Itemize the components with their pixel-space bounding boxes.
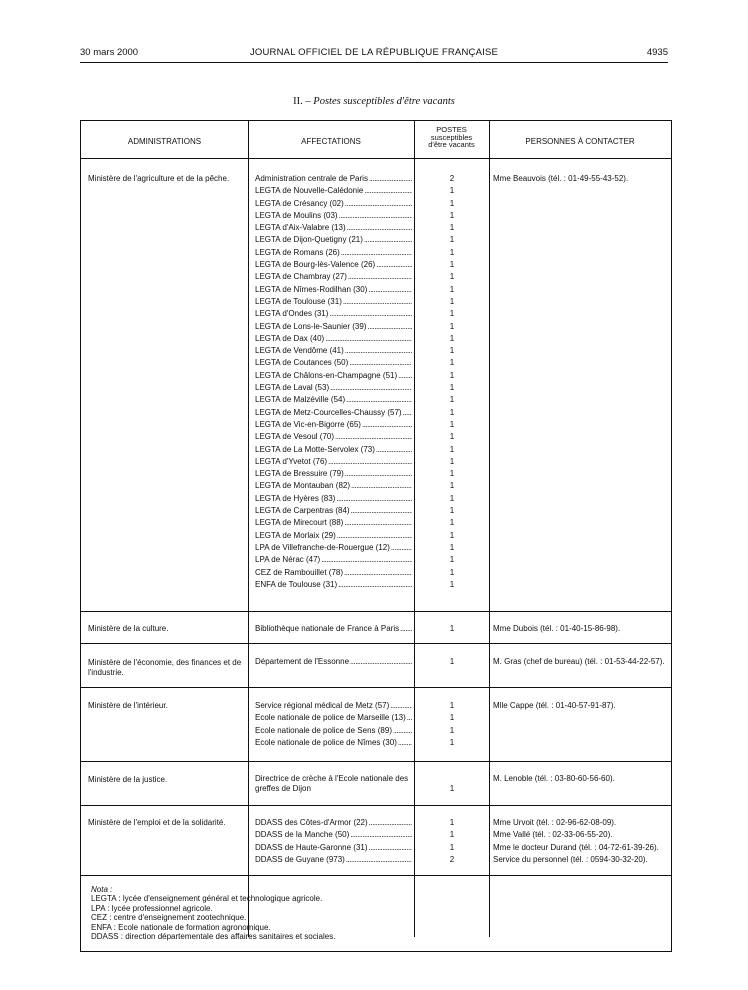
nota-line: DDASS : direction départementale des affaires sanitaires et sociales.: [91, 932, 336, 942]
contact-person: Mme Dubois (tél. : 01-40-15-86-98).: [493, 624, 621, 633]
affectation-label: LEGTA de Nouvelle-Calédonie: [255, 186, 364, 196]
postes-value: 1: [449, 333, 455, 343]
affectation-item: [255, 554, 412, 566]
affectation-label: LEGTA de Romans (26): [255, 247, 340, 257]
postes-value: 1: [449, 456, 455, 466]
affectation-label: LEGTA de Mirecourt (88): [255, 518, 344, 528]
contact-person: Mme Urvoit (tél. : 02-96-62-08-09).: [493, 818, 617, 827]
affectation-item: [255, 480, 412, 492]
nota-line: ENFA : Ecole nationale de formation agronomique.: [91, 922, 271, 932]
contact-person: Service du personnel (tél. : 0594-30-32-20).: [493, 854, 648, 864]
dot-leader: [351, 480, 412, 492]
contact-person: M. Gras (chef de bureau) (tél. : 01-53-44-22-57).: [493, 657, 665, 666]
contacts-list: [493, 656, 665, 668]
affectation-item: [255, 407, 412, 419]
dot-leader: [345, 345, 412, 357]
column-divider: [489, 121, 490, 937]
postes-value: 1: [449, 818, 455, 827]
affectations-list: [255, 656, 412, 668]
row-separator: [81, 687, 671, 688]
postes-list: [417, 623, 487, 635]
affectation-label: LEGTA de Hyères (83): [255, 493, 336, 503]
affectations-list: [255, 817, 412, 866]
dot-leader: [321, 554, 412, 566]
postes-value: 1: [449, 272, 455, 282]
dot-leader: [338, 579, 412, 591]
section-number: II. –: [293, 96, 311, 107]
contact-person: M. Lenoble (tél. : 03-80-60-56-60).: [493, 774, 615, 783]
header-rule: [80, 62, 668, 63]
column-header-affectations: AFFECTATIONS: [301, 137, 361, 146]
dot-leader: [345, 198, 412, 210]
dot-leader: [341, 247, 412, 259]
affectation-item: [255, 737, 412, 749]
affectation-label: LEGTA de Laval (53): [255, 383, 330, 393]
dot-leader: [328, 456, 412, 468]
dot-leader: [403, 407, 412, 419]
affectation-item: [255, 357, 412, 369]
affectation-item: [255, 725, 412, 737]
affectation-label: LEGTA de Bourg-lès-Valence (26): [255, 260, 376, 270]
header-date: 30 mars 2000: [80, 47, 139, 58]
column-header-postes: [414, 126, 489, 149]
affectation-label: LEGTA d'Ondes (31): [255, 309, 329, 319]
affectation-label: Ecole nationale de police de Sens (89): [255, 725, 392, 735]
postes-value: 1: [449, 725, 455, 735]
column-header-postes-line: d'être vacants: [428, 140, 475, 150]
postes-value: 1: [449, 198, 455, 208]
affectation-label: LEGTA de Morlaix (29): [255, 530, 336, 540]
affectation-label: LEGTA de Vesoul (70): [255, 432, 335, 442]
contacts-list: [493, 773, 615, 785]
nota-block: [91, 885, 335, 941]
postes-value: 1: [449, 506, 455, 516]
postes-value: 1: [449, 701, 455, 710]
dot-leader: [369, 842, 413, 854]
affectation-item: [255, 530, 412, 542]
header-journal-title: JOURNAL OFFICIEL DE LA RÉPUBLIQUE FRANÇAISE: [249, 47, 499, 58]
postes-value: 1: [449, 624, 455, 633]
column-divider: [248, 121, 249, 937]
postes-value: 1: [449, 284, 455, 294]
dot-leader: [344, 517, 412, 529]
affectations-list: [255, 173, 412, 591]
dot-leader: [369, 173, 412, 185]
affectation-item: [255, 382, 412, 394]
postes-list: [417, 817, 487, 866]
affectation-item: [255, 542, 412, 554]
row-separator: [81, 643, 671, 644]
contacts-list: [493, 173, 628, 185]
postes-value: 1: [449, 530, 455, 540]
nota-line: CEZ : centre d'enseignement zootechnique.: [91, 913, 247, 923]
affectation-label: Ecole nationale de police de Marseille (13): [255, 713, 406, 723]
postes-value: 1: [449, 493, 455, 503]
affectation-item: [255, 247, 412, 259]
row-separator: [81, 611, 671, 612]
postes-value: 1: [449, 555, 455, 565]
row-separator: [81, 875, 671, 876]
administration-name: Ministère de la culture.: [88, 624, 169, 633]
dot-leader: [393, 725, 412, 737]
dot-leader: [351, 505, 412, 517]
dot-leader: [407, 712, 412, 724]
affectation-item: [255, 700, 412, 712]
affectation-item: [255, 308, 412, 320]
nota-title: Nota :: [91, 885, 113, 894]
dot-leader: [337, 530, 412, 542]
postes-value: 1: [449, 444, 455, 454]
postes-value: 1: [449, 247, 455, 257]
postes-list: [417, 700, 487, 749]
postes-value: 1: [449, 784, 455, 793]
postes-value: 1: [449, 737, 455, 747]
dot-leader: [376, 444, 412, 456]
nota-line: LEGTA : lycée d'enseignement général et technologique agricole.: [91, 894, 323, 904]
postes-value: 1: [449, 481, 455, 491]
postes-value: 1: [449, 830, 455, 840]
dot-leader: [390, 700, 412, 712]
affectation-item: [255, 284, 412, 296]
contact-person: Mme Beauvois (tél. : 01-49-55-43-52).: [493, 174, 629, 183]
vacancies-table: [80, 120, 672, 952]
column-header-postes-line: POSTES: [436, 125, 467, 134]
affectation-item: [255, 712, 412, 724]
postes-value: 1: [449, 321, 455, 331]
affectation-item: [255, 185, 412, 197]
affectation-item: [255, 829, 412, 841]
affectation-label: LEGTA de Dax (40): [255, 333, 325, 343]
affectation-label: Ecole nationale de police de Nîmes (30): [255, 737, 397, 747]
dot-leader: [343, 296, 412, 308]
dot-leader: [348, 271, 412, 283]
affectation-item: [255, 493, 412, 505]
affectation-label: LPA de Villefranche-de-Rouergue (12): [255, 542, 390, 552]
header-separator: [81, 158, 671, 159]
affectation-label: LEGTA de Dijon-Quetigny (21): [255, 235, 363, 245]
affectation-label: LEGTA de Carpentras (84): [255, 506, 350, 516]
affectation-label: LEGTA de Vic-en-Bigorre (65): [255, 419, 361, 429]
dot-leader: [368, 284, 412, 296]
affectation-item: [255, 259, 412, 271]
column-header-administrations: ADMINISTRATIONS: [127, 137, 202, 146]
affectation-label: LEGTA de Metz-Courcelles-Chaussy (57): [255, 407, 402, 417]
affectation-item: [255, 345, 412, 357]
postes-value: 1: [449, 223, 455, 233]
postes-value: 1: [449, 469, 455, 479]
dot-leader: [346, 854, 412, 866]
affectation-item: [255, 505, 412, 517]
affectation-label: LEGTA de Vendôme (41): [255, 346, 344, 356]
affectation-label: DDASS de Guyane (973): [255, 854, 345, 864]
affectation-item: [255, 456, 412, 468]
postes-value: 1: [449, 370, 455, 380]
affectation-item: [255, 370, 412, 382]
affectation-item: [255, 296, 412, 308]
dot-leader: [350, 829, 412, 841]
contact-person: Mme Vallé (tél. : 02-33-06-55-20).: [493, 830, 613, 840]
dot-leader: [347, 222, 412, 234]
affectation-label: LEGTA d'Yvetot (76): [255, 456, 328, 466]
dot-leader: [376, 259, 412, 271]
postes-value: 1: [449, 235, 455, 245]
dot-leader: [344, 567, 412, 579]
contact-person: Mme le docteur Durand (tél. : 04-72-61-39-26).: [493, 842, 659, 852]
section-title: [80, 96, 668, 107]
dot-leader: [349, 357, 412, 369]
affectation-label: LEGTA de Toulouse (31): [255, 296, 342, 306]
affectation-label: LEGTA de Montauban (82): [255, 481, 351, 491]
dot-leader: [330, 382, 412, 394]
affectation-label: LEGTA de Chambray (27): [255, 272, 347, 282]
affectation-label: LEGTA de Malzéville (54): [255, 395, 346, 405]
administration-name: Ministère de l'intérieur.: [88, 701, 168, 710]
postes-value: 1: [449, 579, 455, 589]
affectation-item: [255, 567, 412, 579]
postes-value: 1: [449, 346, 455, 356]
postes-value: 1: [449, 842, 455, 852]
affectation-item: [255, 854, 412, 866]
affectation-label: Administration centrale de Paris: [255, 174, 368, 183]
affectation-item: [255, 173, 412, 185]
affectation-label: DDASS de la Manche (50): [255, 830, 350, 840]
section-title-text: Postes susceptibles d'être vacants: [313, 96, 455, 107]
dot-leader: [339, 210, 412, 222]
postes-value: 1: [449, 518, 455, 528]
administration-name: Ministère de la justice.: [88, 775, 168, 784]
dot-leader: [369, 817, 412, 829]
postes-value: 2: [449, 854, 455, 864]
affectation-label: LEGTA de Crésancy (02): [255, 198, 344, 208]
dot-leader: [345, 468, 412, 480]
postes-value: 2: [449, 174, 455, 183]
affectation-item: [255, 394, 412, 406]
affectation-item: [255, 333, 412, 345]
affectation-label: Département de l'Essonne: [255, 657, 350, 666]
affectation-label: ENFA de Toulouse (31): [255, 579, 338, 589]
affectation-label: LEGTA de Moulins (03): [255, 210, 338, 220]
dot-leader: [398, 737, 412, 749]
affectation-label: LEGTA de La Motte-Servolex (73): [255, 444, 375, 454]
affectations-list: [255, 700, 412, 749]
affectation-label: LEGTA de Lons-le-Saunier (39): [255, 321, 367, 331]
affectation-label: Directrice de crèche à l'Ecole nationale des greffes de Dijon: [255, 774, 409, 793]
affectation-label: CEZ de Rambouillet (78): [255, 567, 344, 577]
postes-value: 1: [449, 383, 455, 393]
administration-name: Ministère de l'agriculture et de la pêche.: [88, 174, 230, 183]
affectation-item: [255, 234, 412, 246]
row-separator: [81, 805, 671, 806]
affectation-label: LEGTA d'Aix-Valabre (13): [255, 223, 346, 233]
affectations-list: [255, 623, 412, 635]
affectation-label: LEGTA de Bressuire (79): [255, 469, 344, 479]
page-header: [80, 47, 668, 61]
dot-leader: [346, 394, 412, 406]
postes-value: 1: [449, 358, 455, 368]
affectation-label: DDASS de Haute-Garonne (31): [255, 842, 368, 852]
column-header-personnes: PERSONNES À CONTACTER: [525, 137, 635, 146]
affectation-item: [255, 842, 412, 854]
affectation-item: [255, 222, 412, 234]
column-divider: [414, 121, 415, 937]
dot-leader: [364, 185, 412, 197]
affectation-label: LEGTA de Coutances (50): [255, 358, 349, 368]
row-separator: [81, 761, 671, 762]
affectation-item: [255, 198, 412, 210]
dot-leader: [400, 623, 412, 635]
postes-list: [417, 173, 487, 591]
postes-value: 1: [449, 657, 455, 666]
affectation-item: [255, 623, 412, 635]
postes-value: 1: [449, 713, 455, 723]
dot-leader: [325, 333, 412, 345]
dot-leader: [362, 419, 412, 431]
contacts-list: [493, 817, 659, 866]
dot-leader: [391, 542, 412, 554]
affectation-item: [255, 656, 412, 668]
affectation-item: [255, 468, 412, 480]
postes-list: [417, 656, 487, 668]
postes-value: 1: [449, 296, 455, 306]
affectation-item: [255, 579, 412, 591]
affectation-label: LEGTA de Nîmes-Rodilhan (30): [255, 284, 368, 294]
affectation-item: [255, 431, 412, 443]
dot-leader: [367, 321, 412, 333]
affectation-label: LEGTA de Châlons-en-Champagne (51): [255, 370, 398, 380]
affectation-item: [255, 817, 412, 829]
affectation-item: [255, 774, 412, 794]
contacts-list: [493, 623, 620, 635]
postes-value: 1: [449, 210, 455, 220]
affectation-item: [255, 271, 412, 283]
affectation-label: Service régional médical de Metz (57): [255, 701, 390, 710]
nota-line: LPA : lycée professionnel agricole.: [91, 903, 213, 913]
column-header-postes-line: susceptibles: [430, 132, 473, 142]
affectation-label: DDASS des Côtes-d'Armor (22): [255, 818, 368, 827]
postes-value: 1: [449, 407, 455, 417]
affectation-label: Bibliothèque nationale de France à Paris: [255, 624, 400, 633]
postes-value: 1: [449, 260, 455, 270]
administration-name: Ministère de l'économie, des finances et de l'industrie.: [88, 658, 242, 677]
contact-person: Mlle Cappe (tél. : 01-40-57-91-87).: [493, 701, 616, 710]
affectation-item: [255, 444, 412, 456]
header-page-number: 4935: [646, 47, 668, 58]
affectation-item: [255, 321, 412, 333]
contacts-list: [493, 700, 616, 712]
affectation-item: [255, 210, 412, 222]
dot-leader: [350, 656, 412, 668]
postes-value: 1: [449, 309, 455, 319]
dot-leader: [329, 308, 412, 320]
affectation-item: [255, 419, 412, 431]
postes-value: 1: [449, 432, 455, 442]
postes-value: 1: [449, 419, 455, 429]
administration-name: Ministère de l'emploi et de la solidarité.: [88, 818, 226, 827]
postes-value: 1: [449, 567, 455, 577]
affectation-item: [255, 517, 412, 529]
dot-leader: [364, 234, 412, 246]
postes-value: 1: [449, 186, 455, 196]
dot-leader: [398, 370, 412, 382]
postes-value: 1: [449, 542, 455, 552]
dot-leader: [336, 493, 412, 505]
dot-leader: [335, 431, 412, 443]
postes-value: 1: [449, 395, 455, 405]
affectation-label: LPA de Nérac (47): [255, 555, 321, 565]
